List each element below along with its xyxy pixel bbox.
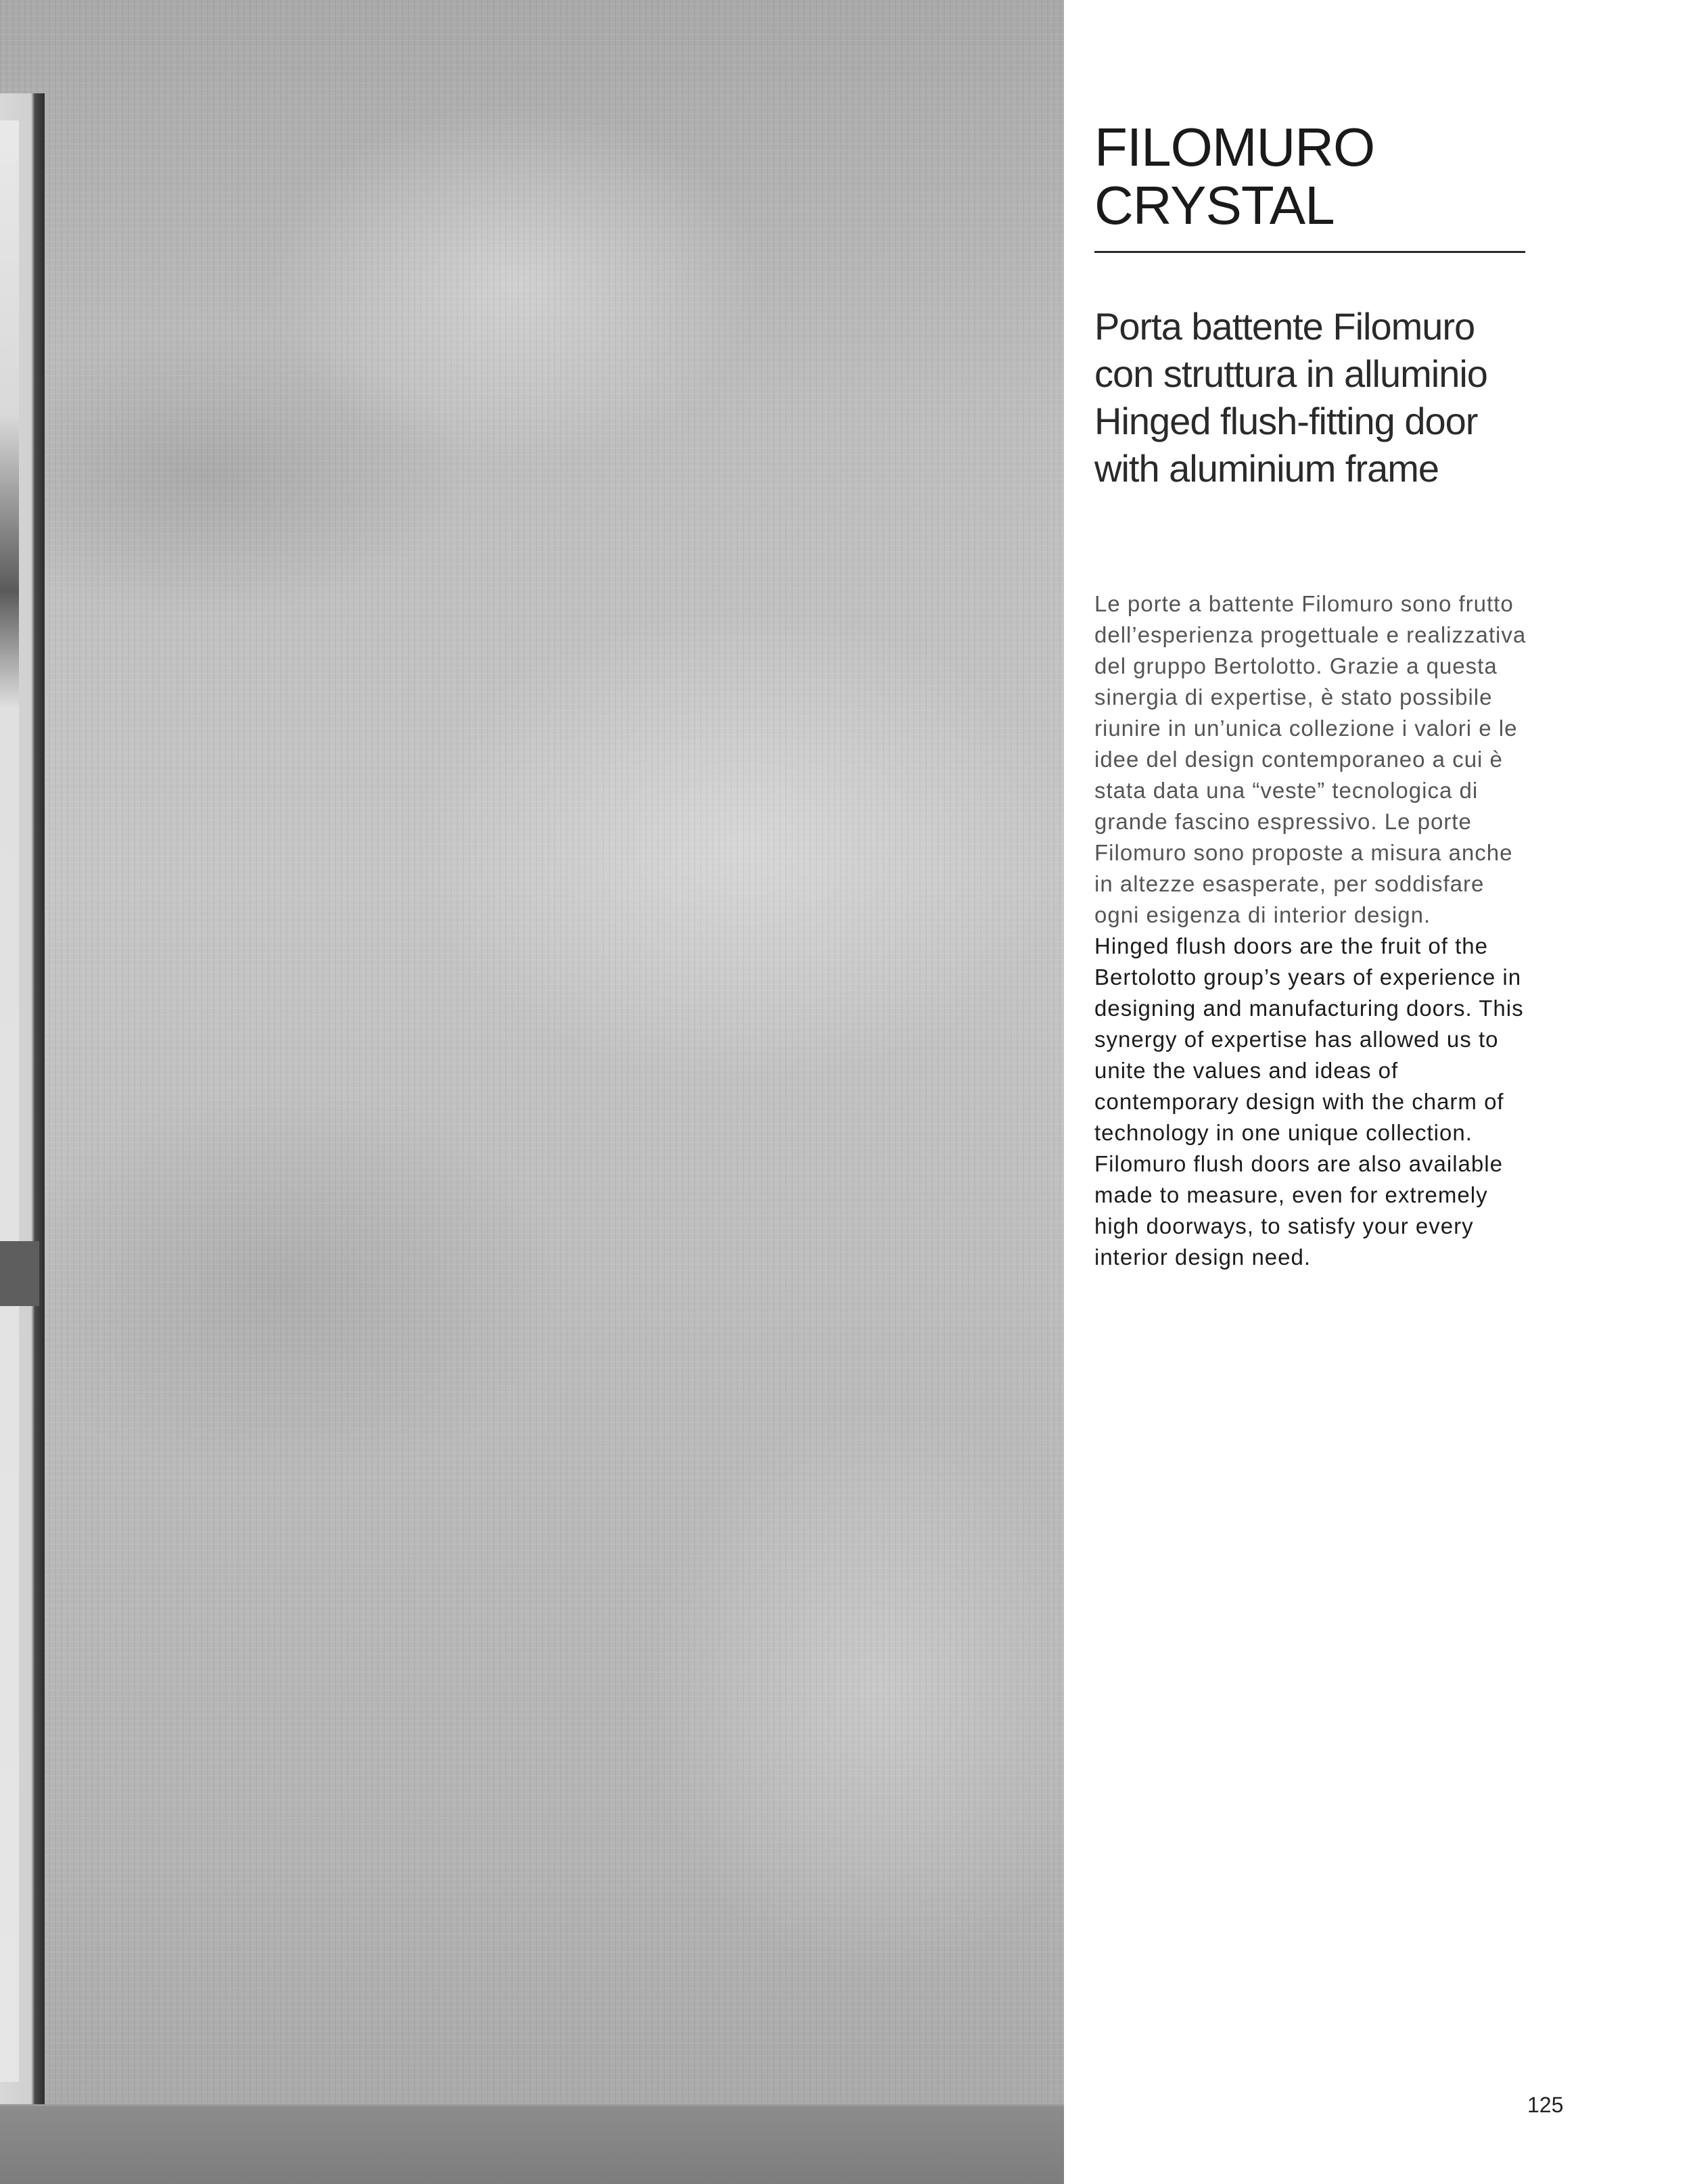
door-handle <box>0 1241 39 1306</box>
floor <box>0 2104 1064 2184</box>
subtitle-line-4: with aluminium frame <box>1094 447 1439 490</box>
title-line-2: CRYSTAL <box>1094 175 1335 235</box>
body-english: Hinged flush doors are the fruit of the Bertolotto group’s years of experience in designing and manufacturing doors. This synergy of expertise has allowed us to unite the values and ideas of contemporary design with the charm of technology in one unique collection. Filomuro flush doors are also available made to measure, even for extremely high doorways, to satisfy your every interior design need. <box>1094 933 1524 1270</box>
subtitle-line-1: Porta battente Filomuro <box>1094 305 1475 348</box>
glass-door-panel <box>0 120 19 2082</box>
body-text <box>1094 588 1527 1273</box>
text-column <box>1094 118 1527 1273</box>
subtitle <box>1094 303 1527 492</box>
subtitle-line-3: Hinged flush-fitting door <box>1094 400 1478 442</box>
subtitle-line-2: con struttura in alluminio <box>1094 352 1487 395</box>
title-line-1: FILOMURO <box>1094 117 1375 177</box>
body-italian: Le porte a battente Filomuro sono frutto dell’esperienza progettuale e realizzativa del gruppo Bertolotto. Grazie a questa sinergia di expertise, è stato possibile riunire in un’unica collezione i valori e le idee del design contemporaneo a cui è stata data una “veste” tecnologica di grande fascino espressivo. Le porte Filomuro sono proposte a misura anche in altezze esasperate, per soddisfare ogni esigenza di interior design. <box>1094 591 1527 927</box>
title-divider <box>1094 251 1525 253</box>
page-title <box>1094 118 1527 235</box>
page-number: 125 <box>1527 2093 1564 2117</box>
